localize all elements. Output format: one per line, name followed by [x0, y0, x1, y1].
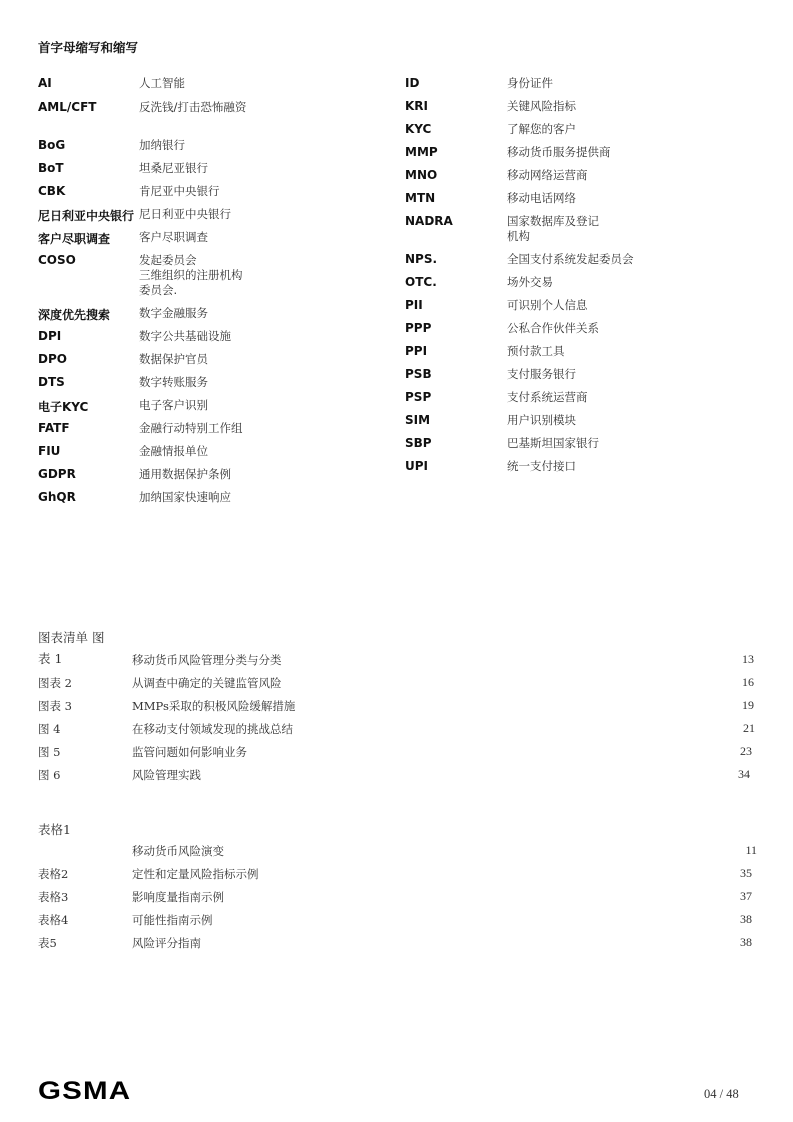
definition-line: 尼日利亚中央银行 — [139, 207, 231, 221]
toc-item-title[interactable]: 移动货币风险演变 — [132, 844, 224, 858]
toc-item-title[interactable]: 定性和定量风险指标示例 — [132, 867, 259, 881]
abbreviation-definition — [507, 99, 576, 114]
abbreviation-definition — [507, 459, 576, 474]
toc-item-label: 表格2 — [38, 867, 69, 881]
definition-line: 用户识别模块 — [507, 413, 576, 427]
abbreviation-term: UPI — [405, 459, 429, 473]
toc-item-label: 表5 — [38, 936, 57, 950]
definition-line: 全国支付系统发起委员会 — [507, 252, 634, 266]
toc-item-label: 图表 2 — [38, 676, 72, 690]
abbreviation-definition — [139, 138, 185, 153]
definition-line: 通用数据保护条例 — [139, 467, 231, 481]
definition-line: 巴基斯坦国家银行 — [507, 436, 599, 450]
abbreviation-definition — [507, 76, 553, 91]
toc-item-label: 图表 3 — [38, 699, 72, 713]
abbreviation-definition — [507, 252, 634, 267]
abbreviation-definition — [507, 367, 576, 382]
abbreviation-term: SBP — [405, 436, 432, 450]
definition-line: 坦桑尼亚银行 — [139, 161, 208, 175]
abbreviation-term: NPS. — [405, 252, 438, 266]
toc-item-label: 表格3 — [38, 890, 69, 904]
definition-line: 三维组织的注册机构 — [139, 268, 243, 282]
definition-line: 发起委员会 — [139, 253, 197, 267]
abbreviation-term: DTS — [38, 375, 65, 389]
toc-item-page[interactable]: 35 — [740, 866, 752, 880]
toc-item-page[interactable]: 13 — [742, 652, 754, 666]
definition-line: 数字金融服务 — [139, 306, 208, 320]
abbreviation-definition — [507, 191, 576, 206]
abbreviation-definition — [507, 344, 565, 359]
abbreviation-definition — [507, 145, 611, 160]
abbreviation-definition — [139, 184, 220, 199]
definition-line: 委员会. — [139, 283, 178, 297]
toc-item-page[interactable]: 34 — [738, 767, 750, 781]
abbreviation-definition — [139, 76, 185, 91]
abbreviation-definition — [139, 161, 208, 176]
abbreviation-term: ID — [405, 76, 420, 90]
toc-item-page[interactable]: 19 — [742, 698, 754, 712]
abbreviation-term: DPO — [38, 352, 67, 366]
abbreviation-term: SIM — [405, 413, 431, 427]
abbreviation-term: GhQR — [38, 490, 76, 504]
definition-line: 电子客户识别 — [139, 398, 208, 412]
abbreviation-definition — [507, 122, 576, 137]
toc-item-title[interactable]: 风险评分指南 — [132, 936, 201, 950]
abbreviation-definition — [507, 436, 599, 451]
definition-line: 移动货币服务提供商 — [507, 145, 611, 159]
abbreviation-term: PII — [405, 298, 423, 312]
definition-line: 客户尽职调查 — [139, 230, 208, 244]
abbreviation-definition — [507, 168, 588, 183]
definition-line: 金融行动特别工作组 — [139, 421, 243, 435]
abbreviation-term: AML/CFT — [38, 100, 97, 114]
toc-item-title[interactable]: 移动货币风险管理分类与分类 — [132, 653, 282, 667]
list-of-figures-heading: 图表清单 图 — [38, 630, 105, 645]
toc-item-label: 图 6 — [38, 768, 61, 782]
toc-item-label: 表格4 — [38, 913, 69, 927]
abbreviation-term: FATF — [38, 421, 70, 435]
abbreviation-term: PPP — [405, 321, 432, 335]
abbreviation-definition — [139, 253, 243, 298]
toc-item-label: 图 4 — [38, 722, 61, 736]
abbreviation-term: OTC. — [405, 275, 437, 289]
toc-item-title[interactable]: 监管问题如何影响业务 — [132, 745, 247, 759]
definition-line: 场外交易 — [507, 275, 553, 289]
abbreviation-definition — [507, 298, 588, 313]
definition-line: 身份证件 — [507, 76, 553, 90]
abbreviation-definition — [139, 207, 231, 222]
abbreviation-definition — [139, 467, 231, 482]
toc-item-title[interactable]: 风险管理实践 — [132, 768, 201, 782]
definition-line: 肯尼亚中央银行 — [139, 184, 220, 198]
toc-item-label: 表 1 — [38, 651, 63, 666]
definition-line: 可识别个人信息 — [507, 298, 588, 312]
definition-line: 移动网络运营商 — [507, 168, 588, 182]
abbreviation-term: KRI — [405, 99, 429, 113]
definition-line: 预付款工具 — [507, 344, 565, 358]
definition-line: 统一支付接口 — [507, 459, 576, 473]
toc-item-title[interactable]: 影响度量指南示例 — [132, 890, 224, 904]
abbreviation-term: MMP — [405, 145, 438, 159]
abbreviation-term: 电子KYC — [38, 400, 89, 414]
abbreviation-definition — [139, 398, 208, 413]
abbreviation-term: AI — [38, 76, 52, 90]
toc-item-title[interactable]: MMPs采取的积极风险缓解措施 — [132, 699, 296, 713]
toc-item-page[interactable]: 23 — [740, 744, 752, 758]
toc-item-page[interactable]: 38 — [740, 935, 752, 949]
abbreviation-term: DPI — [38, 329, 62, 343]
abbreviation-term: CBK — [38, 184, 66, 198]
definition-line: 金融情报单位 — [139, 444, 208, 458]
abbreviation-term: KYC — [405, 122, 432, 136]
abbreviation-term: PSB — [405, 367, 432, 381]
definition-line: 移动电话网络 — [507, 191, 576, 205]
abbreviation-term: MNO — [405, 168, 438, 182]
abbreviation-term: 客户尽职调查 — [38, 232, 111, 246]
definition-line: 关键风险指标 — [507, 99, 576, 113]
definition-line: 支付系统运营商 — [507, 390, 588, 404]
abbreviation-term: NADRA — [405, 214, 453, 228]
toc-item-page[interactable]: 16 — [742, 675, 754, 689]
abbreviation-term: FIU — [38, 444, 61, 458]
abbreviations-title: 首字母缩写和缩写 — [38, 40, 139, 55]
toc-item-page[interactable]: 38 — [740, 912, 752, 926]
definition-line: 加纳国家快速响应 — [139, 490, 231, 504]
abbreviation-definition — [507, 390, 588, 405]
definition-line: 支付服务银行 — [507, 367, 576, 381]
definition-line: 机构 — [507, 229, 530, 243]
definition-line: 数字转账服务 — [139, 375, 208, 389]
abbreviation-term: 深度优先搜索 — [38, 308, 111, 322]
toc-item-title[interactable]: 从调查中确定的关键监管风险 — [132, 676, 282, 690]
toc-item-title[interactable]: 在移动支付领域发现的挑战总结 — [132, 722, 293, 736]
abbreviation-definition — [139, 306, 208, 321]
definition-line: 数字公共基础设施 — [139, 329, 231, 343]
toc-item-label: 图 5 — [38, 745, 61, 759]
abbreviation-term: 尼日利亚中央银行 — [38, 209, 135, 223]
page-number: 04 / 48 — [704, 1087, 739, 1101]
abbreviation-definition — [139, 444, 208, 459]
abbreviation-definition — [507, 275, 553, 290]
abbreviation-definition — [139, 230, 208, 245]
abbreviation-definition — [507, 413, 576, 428]
list-of-tables-heading: 表格1 — [38, 822, 71, 837]
abbreviation-definition — [507, 214, 599, 244]
abbreviation-definition — [507, 321, 599, 336]
abbreviation-term: PPI — [405, 344, 428, 358]
definition-line: 加纳银行 — [139, 138, 185, 152]
abbreviation-definition — [139, 375, 208, 390]
abbreviation-term: PSP — [405, 390, 432, 404]
abbreviation-term: GDPR — [38, 467, 76, 481]
toc-item-page[interactable]: 11 — [745, 843, 757, 857]
definition-line: 人工智能 — [139, 76, 185, 90]
definition-line: 公私合作伙伴关系 — [507, 321, 599, 335]
toc-item-title[interactable]: 可能性指南示例 — [132, 913, 213, 927]
abbreviation-definition — [139, 421, 243, 436]
abbreviation-definition — [139, 329, 231, 344]
gsma-logo: GSMA — [38, 1077, 132, 1105]
abbreviation-term: BoT — [38, 161, 64, 175]
definition-line: 反洗钱/打击恐怖融资 — [139, 100, 247, 114]
abbreviation-definition — [139, 100, 246, 115]
toc-item-page[interactable]: 21 — [743, 721, 755, 735]
abbreviation-definition — [139, 352, 208, 367]
abbreviation-term: BoG — [38, 138, 66, 152]
toc-item-page[interactable]: 37 — [740, 889, 752, 903]
definition-line: 数据保护官员 — [139, 352, 208, 366]
abbreviation-term: MTN — [405, 191, 436, 205]
abbreviation-definition — [139, 490, 231, 505]
abbreviation-term: COSO — [38, 253, 76, 267]
definition-line: 了解您的客户 — [507, 122, 576, 136]
definition-line: 国家数据库及登记 — [507, 214, 599, 228]
